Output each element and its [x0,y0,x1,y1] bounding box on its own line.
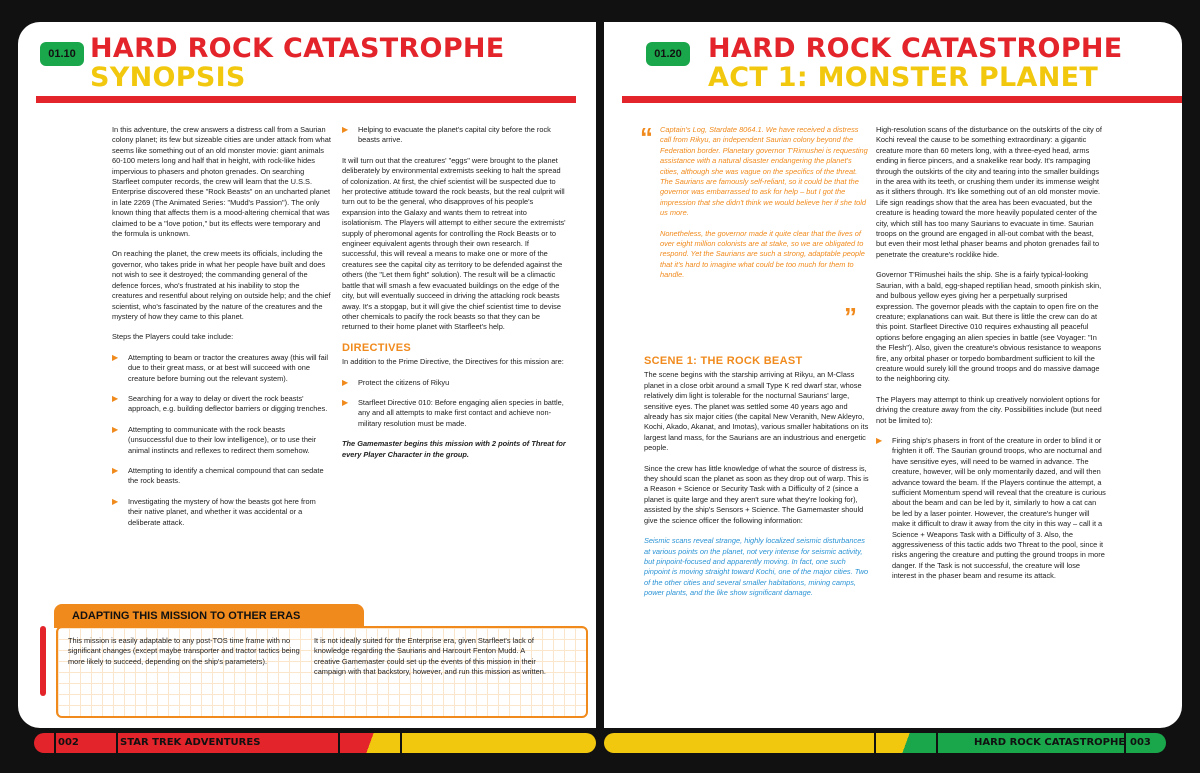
bullet-item: ▶ Searching for a way to delay or divert the rock beasts' approach, e.g. building deflector barriers or digging trenches. [112,394,332,415]
footer-segment [876,733,936,753]
era-box-title: ADAPTING THIS MISSION TO OTHER ERAS [54,604,364,628]
page-subtitle: ACT 1: MONSTER PLANET [708,62,1099,93]
title-rule [622,96,1182,103]
era-text-1: This mission is easily adaptable to any post-TOS time frame with no significant changes (except maybe transporter and tractor tactics being more likely to succeed, depending on the ship's parameters). [68,636,300,666]
section-badge: 01.10 [40,42,84,66]
left-column-2 [342,125,566,470]
page-title: HARD ROCK CATASTROPHE [90,33,505,64]
left-footer-bar [34,733,596,753]
page-number: 002 [58,737,79,748]
bullet-item: ▶ Investigating the mystery of how the beasts got here from their native planet, and whether it was accidental or a deliberate attack. [112,497,332,528]
title-rule [36,96,576,103]
era-sidebar-accent [40,626,46,696]
paragraph: Governor T'Rimushei hails the ship. She is a fairly typical-looking Saurian, with a bald, egg-shaped reptilian head, smooth pinkish skin, and bulbous yellow eyes giving her a perpetually surprised expression. The governor pleads with the captain to open fire on the creature; explanations can wait. But there is little the crew can do at this point. Starfleet Directive 010 requires exhausting all peaceful options before engaging an alien species in battle (see Voyager: "In the Flesh"). Also, given the creature's obvious resistance to weapons fire, any orbital phaser or torpedo bombardment sufficient to kill the creature would surely kill the ground troops and do massive damage to the neighboring city. [876,270,1102,384]
paragraph: The scene begins with the starship arriving at Rikyu, an M-Class planet in a close orbit around a small Type K red dwarf star, whose relatively dim light is tolerable for the nocturnal Saurians' large, sensitive eyes. The planet was settled some 40 years ago and already has six major cities (the capital New Veranith, New Akleyro, Kochi, Akado, Akanat, and Imotas), various smaller habitations on its largest land mass, for the Saurians are an industrious and energetic people. [644,370,869,453]
footer-segment [604,733,874,753]
right-column-1 [644,352,872,609]
era-text-2: It is not ideally suited for the Enterprise era, given Starfleet's lack of knowledge regarding the Saurians and Harcourt Fenton Mudd. A creative Gamemaster could set up the events of this mission in their campaign with that backstory, however, and run this mission as written. [314,636,546,677]
log-paragraph: Captain's Log, Stardate 8064.1. We have received a distress call from Rikyu, an independent Saurian colony beyond the Federation border. Planetary governor T'Rimushei is requesting assistance with a natural disaster endangering the planet's cities, although she was vague on the specifics of the threat. The Saurians are famously self-reliant, so it could be that the governor was embarrassed to ask for help – but I got the impression that she didn't think we would believe her if she told us more. [660,125,868,218]
log-paragraph: Nonetheless, the governor made it quite clear that the lives of over eight million colonists are at stake, so we are obligated to respond. Yet the Saurians are such a strong, adaptable people that it's hard to imagine what could be too much for them to handle. [660,228,865,280]
right-column-2 [876,125,1106,592]
paragraph: In addition to the Prime Directive, the Directives for this mission are: [342,357,564,367]
page-number: 003 [1130,737,1151,748]
quote-close-icon: ” [844,302,857,332]
paragraph: On reaching the planet, the crew meets its officials, including the governor, who takes pride in what her people have built and does not wish to see it destroyed; the commanding general of the defence forces, who's frustrated at his inability to stop the creatures and resentful about relying on outside help; and the chief scientist, who's fascinated by the nature of the creatures and the mystery of how they came to this planet. [112,249,331,321]
quote-open-icon: “ [640,122,653,152]
footer-segment [34,733,54,753]
directive-item: ▶ Protect the citizens of Rikyu [342,378,566,388]
left-column-1 [112,125,332,538]
section-badge: 01.20 [646,42,690,66]
bullet-item: ▶ Attempting to identify a chemical compound that can sedate the rock beasts. [112,466,332,487]
paragraph: The Players may attempt to think up creatively nonviolent options for driving the creature away from the city. Possibilities include (but need not be limited to): [876,394,1102,425]
gamemaster-note: The Gamemaster begins this mission with 2 points of Threat for every Player Character in the group. [342,439,566,459]
footer-segment [402,733,596,753]
paragraph: Steps the Players could take include: [112,332,234,342]
right-page [604,22,1182,728]
paragraph: It will turn out that the creatures' "eggs" were brought to the planet deliberately by environmental extremists seeking to halt the spread of colonization. At first, the chief scientist will be suspected due to her protective attitude toward the rock beasts, but the real culprit will turn out to be the general, who disapproves of his people's expansion into the Galaxy and wants them to retreat into isolationism. The Players will attempt to either secure the extremists' supply of pheromonal agents for controlling the Rock Beasts or to engineer equivalent agents through their own research. If successful, this will reveal a means to make one or more of the creatures see the capital city as territory to be defended against the others (the "Let them fight" solution). The result will be a climactic battle that will smash a few evacuated buildings on the edge of the city, but will eventually succeed in driving the attacking rock beasts away. It's a stopgap, but it will give the chief scientist time to devise other chemicals to pacify the rock beasts so that they can be returned to their home planet with Starfleet's help. [342,155,566,332]
directive-item: ▶ Starfleet Directive 010: Before engaging alien species in battle, any and all attempts to make first contact and achieve non-military resolution must be made. [342,398,566,429]
bullet-item: ▶ Attempting to beam or tractor the creatures away (this will fail due to their great mass, or at best will succeed with one creature before burning out the relevant system). [112,353,332,384]
captains-log [660,125,868,291]
page-subtitle: SYNOPSIS [90,62,246,93]
paragraph: Since the crew has little knowledge of what the source of distress is, they should scan the planet as soon as they drop out of warp. This is a Reason + Science or Security Task with a Difficulty of 2 (since a planet is quite large and they aren't sure what they're looking for), assisted by the ship's Sensors + Science. The Gamemaster should give the science officer the following information: [644,463,869,525]
left-page [18,22,596,728]
science-readout: Seismic scans reveal strange, highly localized seismic disturbances at various points on the planet, not very intense for seismic activity, but pinpoint-focused and apparently moving. In fact, one such pinpoint is moving straight toward Kochi, one of the major cities. Two of the other cities and several smaller habitations, mining camps, power plants, and the like show significant damage. [644,536,869,598]
paragraph: High-resolution scans of the disturbance on the outskirts of the city of Kochi reveal the cause to be something extraordinary: a gigantic creature more than 60 meters long, with a three-eyed head, arms ending in fierce pincers, and a snakelike rear body. It's rampaging through the outskirts of the city and tearing into the smaller buildings in the area with its teeth, or crushing them under its immense weight as it slithers through. It's like something out of an old monster movie. Life sign readings show that the area has been evacuated, but the creature is heading toward the more heavily populated center of the city, which still has too many Saurians to evacuate in time. Saurian troops on the ground are engaged in all-out combat with the beast, but even their most lethal phaser beams and photon grenades fail to penetrate the creature's rocklike hide. [876,125,1102,259]
paragraph: In this adventure, the crew answers a distress call from a Saurian colony planet; its few but sizeable cities are under attack from what seems like something out of an old monster movie: giant animals 60-100 meters long and half that in height, with rock-like hides impervious to phasers and photon grenades. On searching Starfleet computer records, the crew will learn that the U.S.S. Enterprise discovered these "Rock Beasts" on an uncharted planet in late 2269 (The Animated Series: "Mudd's Passion"). The only known thing that affects them is a mood-altering chemical that was claimed to be a "love potion," but its effects were temporary and the formula is unknown. [112,125,331,239]
scene-heading: SCENE 1: THE ROCK BEAST [644,355,803,367]
era-box [56,626,588,718]
footer-title: HARD ROCK CATASTROPHE [974,737,1126,748]
bullet-item: ▶ Attempting to communicate with the rock beasts (unsuccessful due to their low intelligence), or to use their animal instincts and reflexes to redirect them somehow. [112,425,332,456]
bullet-item: ▶ Helping to evacuate the planet's capital city before the rock beasts arrive. [342,125,566,146]
footer-title: STAR TREK ADVENTURES [120,737,261,748]
page-title: HARD ROCK CATASTROPHE [708,33,1123,64]
bullet-item: ▶ Firing ship's phasers in front of the creature in order to blind it or frighten it off. The Saurian ground troops, who are nocturnal and have sensitive eyes, will need to be warned in advance. The creature, however, will be only momentarily dazed, and will then advance toward the beam. If the Players continue the attempt, a sufficient Momentum spend will reveal that the creature is curious about the beam and can be led by it, similarly to how a cat can be led by a laser pointer. However, the creature's hunger will make it difficult to draw it away from the city in this way – call it a Science + Weapons Task with a Difficulty of 3. Also, the aggressiveness of this tactic adds two Threat to the pool, since it risks angering the creature and putting the ground troops in more danger. If the Task is not successful, the creature will lose interest in the phaser beam and resume its attack. [876,436,1106,582]
footer-segment [340,733,400,753]
directives-heading: DIRECTIVES [342,341,412,354]
right-footer-bar [604,733,1166,753]
